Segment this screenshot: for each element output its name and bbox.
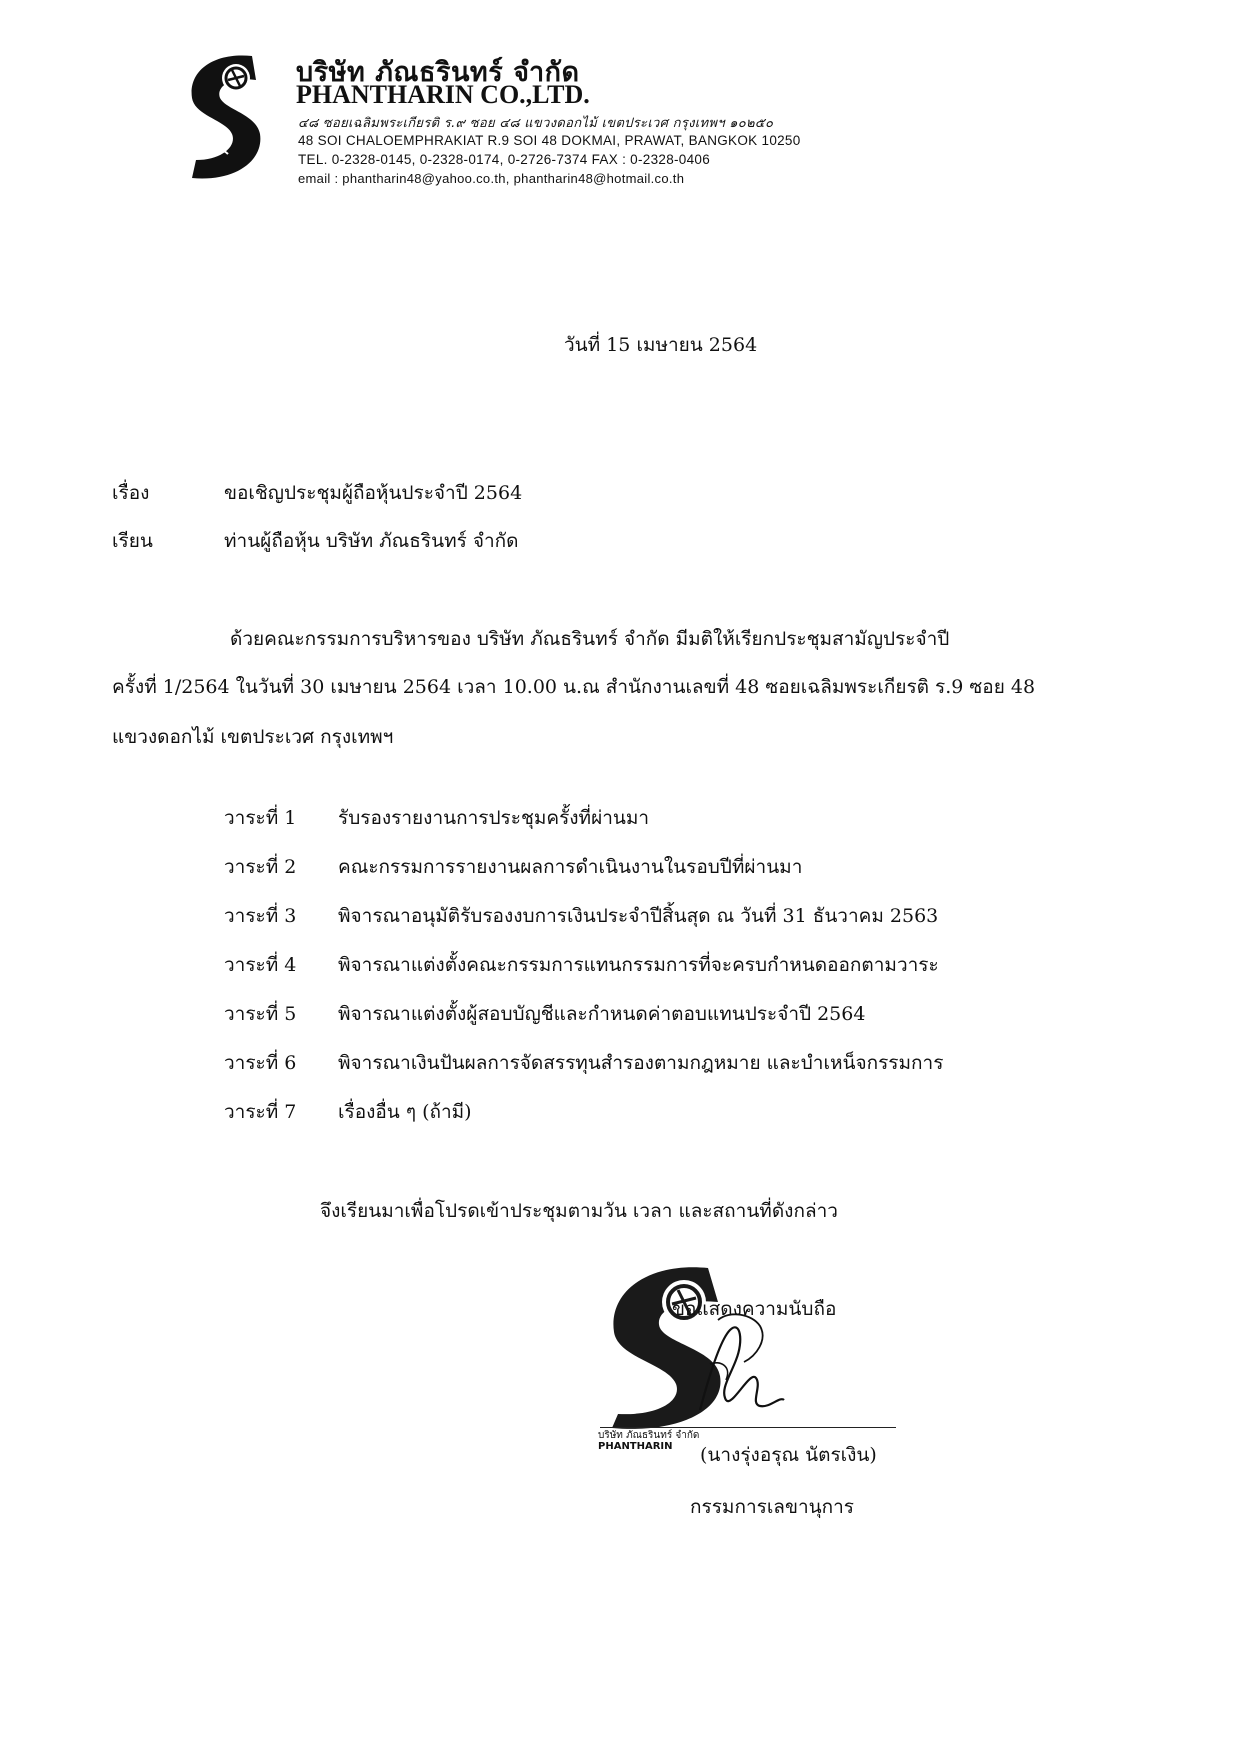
agenda-item-7-label: วาระที่ 7 <box>224 1101 297 1123</box>
agenda-item-1-label: วาระที่ 1 <box>224 807 297 829</box>
signature-line <box>600 1427 896 1428</box>
phone-fax: TEL. 0-2328-0145, 0-2328-0174, 0-2726-7374 FAX : 0-2328-0406 <box>298 152 711 167</box>
signer-title: กรรมการเลขานุการ <box>690 1496 854 1518</box>
agenda-item-6-text: พิจารณาเงินปันผลการจัดสรรทุนสำรองตามกฎหมาย และบำเหน็จกรรมการ <box>338 1052 944 1074</box>
agenda-item-5-label: วาระที่ 5 <box>224 1003 297 1025</box>
agenda-item-7-text: เรื่องอื่น ๆ (ถ้ามี) <box>338 1101 472 1123</box>
seal-caption <box>598 1430 699 1452</box>
handwritten-signature <box>660 1300 820 1430</box>
address-english: 48 SOI CHALOEMPHRAKIAT R.9 SOI 48 DOKMAI, PRAWAT, BANGKOK 10250 <box>298 133 801 148</box>
seal-caption-thai: บริษัท ภัณธรินทร์ จำกัด <box>598 1430 700 1441</box>
regards-line: ขอแสดงความนับถือ <box>672 1298 837 1320</box>
seal-caption-english: PHANTHARIN <box>598 1441 673 1452</box>
letter-date: วันที่ 15 เมษายน 2564 <box>564 334 758 356</box>
signer-name: (นางรุ่งอรุณ นัตรเงิน) <box>700 1444 877 1466</box>
closing-sentence: จึงเรียนมาเพื่อโปรดเข้าประชุมตามวัน เวลา และสถานที่ดังกล่าว <box>320 1200 838 1222</box>
company-name-thai: บริษัท ภัณธรินทร์ จำกัด <box>296 57 580 88</box>
body-paragraph-line: แขวงดอกไม้ เขตประเวศ กรุงเทพฯ <box>112 726 394 748</box>
agenda-item-6-label: วาระที่ 6 <box>224 1052 297 1074</box>
agenda-item-4-label: วาระที่ 4 <box>224 954 297 976</box>
address-thai: ๔๘ ซอยเฉลิมพระเกียรติ ร.๙ ซอย ๔๘ แขวงดอกไม้ เขตประเวศ กรุงเทพฯ ๑๐๒๕๐ <box>298 116 774 131</box>
subject-text: ขอเชิญประชุมผู้ถือหุ้นประจำปี 2564 <box>224 482 523 504</box>
body-paragraph-line: ด้วยคณะกรรมการบริหารของ บริษัท ภัณธรินทร์ จำกัด มีมติให้เรียกประชุมสามัญประจำปี <box>230 628 950 650</box>
subject-label: เรื่อง <box>112 482 150 504</box>
recipient-text: ท่านผู้ถือหุ้น บริษัท ภัณธรินทร์ จำกัด <box>224 530 519 552</box>
agenda-item-2-label: วาระที่ 2 <box>224 856 297 878</box>
agenda-item-3-text: พิจารณาอนุมัติรับรองงบการเงินประจำปีสิ้นสุด ณ วันที่ 31 ธันวาคม 2563 <box>338 905 939 927</box>
agenda-item-1-text: รับรองรายงานการประชุมครั้งที่ผ่านมา <box>338 807 650 829</box>
company-logo <box>182 52 266 182</box>
email-contacts: email : phantharin48@yahoo.co.th, phantharin48@hotmail.co.th <box>298 171 685 186</box>
body-paragraph-line: ครั้งที่ 1/2564 ในวันที่ 30 เมษายน 2564 เวลา 10.00 น.ณ สำนักงานเลขที่ 48 ซอยเฉลิมพระเกียรติ ร.9 ซอย 48 <box>112 676 1036 698</box>
agenda-item-2-text: คณะกรรมการรายงานผลการดำเนินงานในรอบปีที่ผ่านมา <box>338 856 803 878</box>
agenda-item-4-text: พิจารณาแต่งตั้งคณะกรรมการแทนกรรมการที่จะครบกำหนดออกตามวาระ <box>338 954 939 976</box>
company-name-english: PHANTHARIN CO.,LTD. <box>296 80 590 109</box>
recipient-label: เรียน <box>112 530 153 552</box>
agenda-item-3-label: วาระที่ 3 <box>224 905 297 927</box>
agenda-item-5-text: พิจารณาแต่งตั้งผู้สอบบัญชีและกำหนดค่าตอบแทนประจำปี 2564 <box>338 1003 866 1025</box>
